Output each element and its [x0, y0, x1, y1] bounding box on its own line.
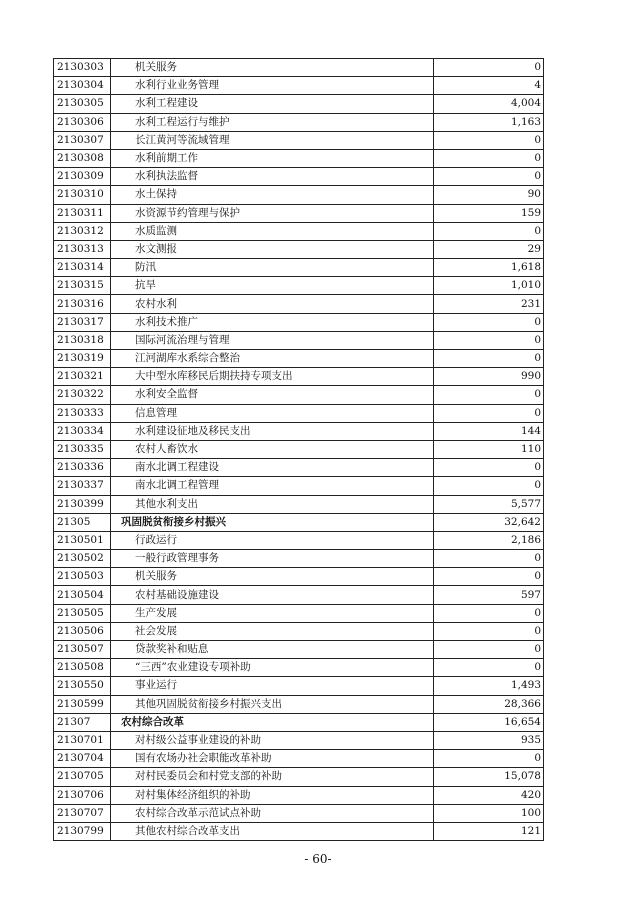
row-code: 2130550 [54, 677, 111, 695]
row-amount: 90 [434, 186, 544, 204]
row-amount: 4,004 [434, 95, 544, 113]
row-name: 行政运行 [111, 531, 434, 549]
row-code: 2130318 [54, 331, 111, 349]
row-amount: 1,618 [434, 259, 544, 277]
category-row [54, 513, 544, 531]
row-name: 对村民委员会和村党支部的补助 [111, 768, 434, 786]
row-name: 农村基础设施建设 [111, 586, 434, 604]
row-amount: 935 [434, 731, 544, 749]
row-amount: 5,577 [434, 495, 544, 513]
row-name: 水利工程建设 [111, 95, 434, 113]
table-row [54, 531, 544, 549]
row-name: 一般行政管理事务 [111, 550, 434, 568]
table-row [54, 277, 544, 295]
row-amount: 0 [434, 604, 544, 622]
row-name: 其他农村综合改革支出 [111, 822, 434, 840]
row-name: 水土保持 [111, 186, 434, 204]
row-name: 水利行业业务管理 [111, 77, 434, 95]
row-amount: 0 [434, 477, 544, 495]
row-name: 水利安全监督 [111, 386, 434, 404]
row-amount: 28,366 [434, 695, 544, 713]
row-name: 南水北调工程管理 [111, 477, 434, 495]
budget-table [53, 58, 544, 841]
row-amount: 159 [434, 204, 544, 222]
table-row [54, 477, 544, 495]
row-name: 农村水利 [111, 295, 434, 313]
row-name: 水质监测 [111, 222, 434, 240]
table-row [54, 404, 544, 422]
row-code: 2130507 [54, 641, 111, 659]
row-name: 大中型水库移民后期扶持专项支出 [111, 368, 434, 386]
row-name: 生产发展 [111, 604, 434, 622]
table-row [54, 77, 544, 95]
row-code: 21305 [54, 513, 111, 531]
table-row [54, 149, 544, 167]
row-name: 信息管理 [111, 404, 434, 422]
row-code: 2130314 [54, 259, 111, 277]
table-row [54, 695, 544, 713]
row-amount: 0 [434, 350, 544, 368]
row-code: 2130317 [54, 313, 111, 331]
table-row [54, 677, 544, 695]
row-name: 机关服务 [111, 568, 434, 586]
row-amount: 0 [434, 641, 544, 659]
row-name: 对村集体经济组织的补助 [111, 786, 434, 804]
row-name: 水文测报 [111, 240, 434, 258]
table-row [54, 786, 544, 804]
row-code: 2130319 [54, 350, 111, 368]
row-code: 2130315 [54, 277, 111, 295]
row-code: 2130707 [54, 804, 111, 822]
row-code: 21307 [54, 713, 111, 731]
row-name: 农村人畜饮水 [111, 440, 434, 458]
table-row [54, 313, 544, 331]
row-name: 水利技术推广 [111, 313, 434, 331]
row-amount: 16,654 [434, 713, 544, 731]
row-code: 2130333 [54, 404, 111, 422]
row-amount: 0 [434, 659, 544, 677]
row-amount: 100 [434, 804, 544, 822]
row-code: 2130316 [54, 295, 111, 313]
row-name: 事业运行 [111, 677, 434, 695]
row-amount: 29 [434, 240, 544, 258]
row-name: 抗旱 [111, 277, 434, 295]
table-row [54, 495, 544, 513]
row-code: 2130311 [54, 204, 111, 222]
category-row [54, 713, 544, 731]
row-name: 机关服务 [111, 59, 434, 77]
row-name: 南水北调工程建设 [111, 459, 434, 477]
table-row [54, 222, 544, 240]
row-code: 2130504 [54, 586, 111, 604]
table-row [54, 768, 544, 786]
row-name: 水利工程运行与维护 [111, 113, 434, 131]
row-amount: 110 [434, 440, 544, 458]
table-row [54, 386, 544, 404]
table-row [54, 240, 544, 258]
row-amount: 231 [434, 295, 544, 313]
row-amount: 0 [434, 59, 544, 77]
table-row [54, 350, 544, 368]
row-name: 对村级公益事业建设的补助 [111, 731, 434, 749]
row-code: 2130312 [54, 222, 111, 240]
table-row [54, 295, 544, 313]
row-code: 2130705 [54, 768, 111, 786]
row-code: 2130334 [54, 422, 111, 440]
table-row [54, 822, 544, 840]
row-code: 2130706 [54, 786, 111, 804]
row-name: 其他巩固脱贫衔接乡村振兴支出 [111, 695, 434, 713]
table-row [54, 622, 544, 640]
budget-table-body [54, 59, 544, 841]
table-row [54, 641, 544, 659]
row-code: 2130599 [54, 695, 111, 713]
row-code: 2130335 [54, 440, 111, 458]
row-name: 长江黄河等流域管理 [111, 131, 434, 149]
row-amount: 0 [434, 622, 544, 640]
table-row [54, 568, 544, 586]
row-amount: 2,186 [434, 531, 544, 549]
page-number: - 60- [304, 852, 332, 866]
table-row [54, 459, 544, 477]
row-amount: 15,078 [434, 768, 544, 786]
row-amount: 1,493 [434, 677, 544, 695]
table-row [54, 259, 544, 277]
row-amount: 0 [434, 313, 544, 331]
row-name: 贷款奖补和贴息 [111, 641, 434, 659]
row-amount: 0 [434, 550, 544, 568]
row-amount: 121 [434, 822, 544, 840]
row-code: 2130505 [54, 604, 111, 622]
row-name: 农村综合改革示范试点补助 [111, 804, 434, 822]
table-row [54, 113, 544, 131]
row-name: 其他水利支出 [111, 495, 434, 513]
row-name: 水利建设征地及移民支出 [111, 422, 434, 440]
row-code: 2130701 [54, 731, 111, 749]
row-code: 2130502 [54, 550, 111, 568]
row-name: 水资源节约管理与保护 [111, 204, 434, 222]
row-code: 2130322 [54, 386, 111, 404]
row-amount: 0 [434, 568, 544, 586]
row-amount: 32,642 [434, 513, 544, 531]
table-row [54, 422, 544, 440]
row-amount: 420 [434, 786, 544, 804]
table-row [54, 586, 544, 604]
row-code: 2130506 [54, 622, 111, 640]
row-code: 2130307 [54, 131, 111, 149]
row-name: 水利执法监督 [111, 168, 434, 186]
row-amount: 990 [434, 368, 544, 386]
table-row [54, 368, 544, 386]
table-row [54, 750, 544, 768]
table-row [54, 186, 544, 204]
table-row [54, 204, 544, 222]
row-name: 巩固脱贫衔接乡村振兴 [111, 513, 434, 531]
row-code: 2130304 [54, 77, 111, 95]
row-amount: 1,163 [434, 113, 544, 131]
table-row [54, 604, 544, 622]
row-name: 农村综合改革 [111, 713, 434, 731]
row-name: 水利前期工作 [111, 149, 434, 167]
row-code: 2130704 [54, 750, 111, 768]
row-amount: 1,010 [434, 277, 544, 295]
row-code: 2130305 [54, 95, 111, 113]
table-row [54, 731, 544, 749]
table-row [54, 440, 544, 458]
table-row [54, 168, 544, 186]
table-row [54, 59, 544, 77]
row-amount: 0 [434, 331, 544, 349]
row-code: 2130310 [54, 186, 111, 204]
row-code: 2130313 [54, 240, 111, 258]
row-code: 2130799 [54, 822, 111, 840]
row-amount: 0 [434, 131, 544, 149]
row-amount: 0 [434, 459, 544, 477]
row-amount: 144 [434, 422, 544, 440]
row-code: 2130508 [54, 659, 111, 677]
row-amount: 0 [434, 750, 544, 768]
row-name: 国有农场办社会职能改革补助 [111, 750, 434, 768]
table-row [54, 550, 544, 568]
row-amount: 0 [434, 222, 544, 240]
row-amount: 4 [434, 77, 544, 95]
table-row [54, 659, 544, 677]
row-amount: 0 [434, 386, 544, 404]
row-code: 2130503 [54, 568, 111, 586]
row-name: “三西”农业建设专项补助 [111, 659, 434, 677]
row-code: 2130306 [54, 113, 111, 131]
row-code: 2130399 [54, 495, 111, 513]
row-amount: 0 [434, 149, 544, 167]
row-code: 2130337 [54, 477, 111, 495]
row-name: 江河湖库水系综合整治 [111, 350, 434, 368]
row-code: 2130308 [54, 149, 111, 167]
row-code: 2130309 [54, 168, 111, 186]
row-name: 国际河流治理与管理 [111, 331, 434, 349]
row-name: 防汛 [111, 259, 434, 277]
row-code: 2130321 [54, 368, 111, 386]
row-code: 2130501 [54, 531, 111, 549]
row-code: 2130303 [54, 59, 111, 77]
table-row [54, 95, 544, 113]
row-code: 2130336 [54, 459, 111, 477]
row-amount: 0 [434, 168, 544, 186]
row-name: 社会发展 [111, 622, 434, 640]
table-row [54, 804, 544, 822]
table-row [54, 331, 544, 349]
row-amount: 597 [434, 586, 544, 604]
table-row [54, 131, 544, 149]
row-amount: 0 [434, 404, 544, 422]
budget-table-container [53, 58, 543, 841]
